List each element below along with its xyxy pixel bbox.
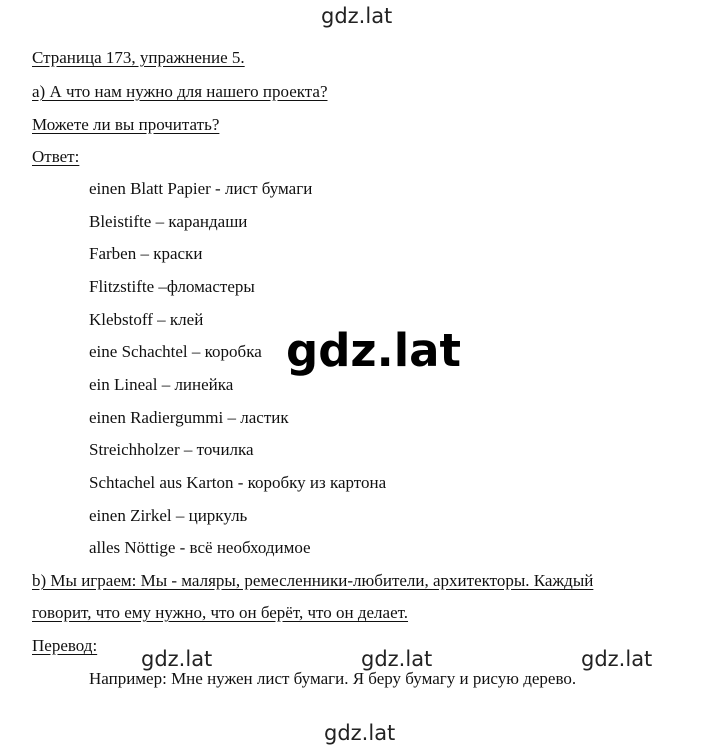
vocab-item-10: Schtachel aus Karton - коробку из картона [89,473,387,492]
vocab-item-3: Farben – краски [89,244,203,263]
page-header: Страница 173, упражнение 5. [32,48,245,67]
vocab-item-6: eine Schachtel – коробка [89,342,262,361]
watermark-center: gdz.lat [286,324,462,377]
vocab-item-7: ein Lineal – линейка [89,375,234,394]
watermark-left: gdz.lat [141,647,213,671]
translation-label: Перевод: [32,636,98,655]
vocab-item-8: einen Radiergummi – ластик [89,408,289,427]
answer-label: Ответ: [32,147,80,166]
vocab-item-11: einen Zirkel – циркуль [89,506,248,525]
translation-example: Например: Мне нужен лист бумаги. Я беру бумагу и рисую дерево. [89,669,577,688]
watermark-top: gdz.lat [321,4,393,28]
task-a-question: а) А что нам нужно для нашего проекта? [32,82,328,101]
vocab-item-2: Bleistifte – карандаши [89,212,248,231]
vocab-item-5: Klebstoff – клей [89,310,204,329]
task-b-line-2: говорит, что ему нужно, что он берёт, что он делает. [32,603,409,622]
vocab-item-1: einen Blatt Papier - лист бумаги [89,179,313,198]
watermark-middle: gdz.lat [361,647,433,671]
task-a-subquestion: Можете ли вы прочитать? [32,115,220,134]
vocab-item-12: alles Nöttige - всё необходимое [89,538,311,557]
watermark-bottom: gdz.lat [324,721,396,745]
vocab-item-4: Flitzstifte –фломастеры [89,277,255,296]
task-b-line-1: b) Мы играем: Мы - маляры, ремесленники-любители, архитекторы. Каждый [32,571,594,590]
vocab-item-9: Streichholzer – точилка [89,440,254,459]
watermark-right: gdz.lat [581,647,653,671]
